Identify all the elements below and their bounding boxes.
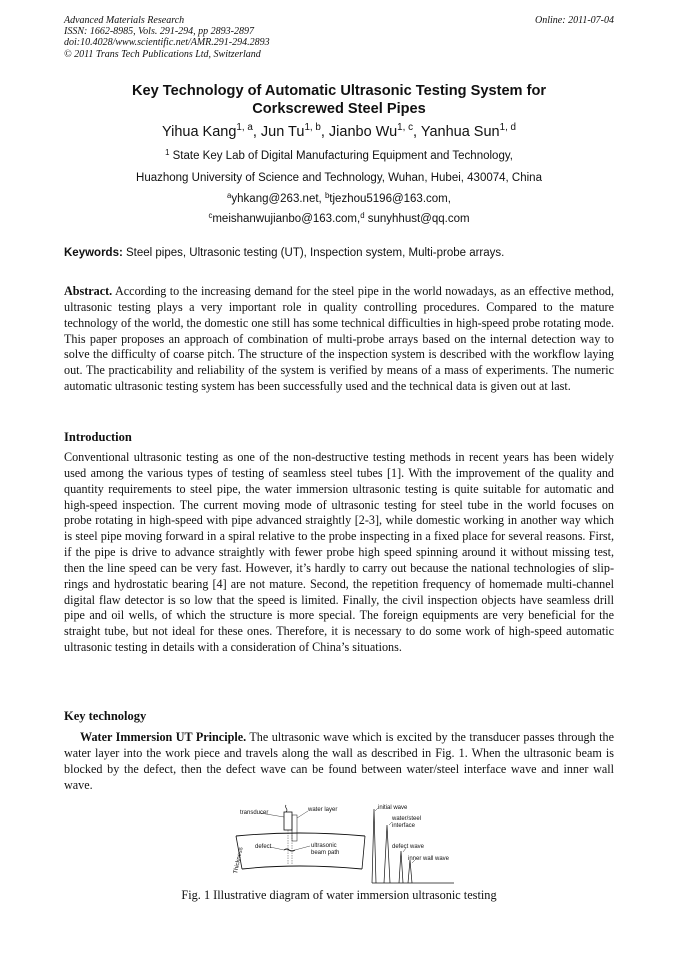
key-technology-heading: Key technology: [64, 709, 147, 723]
leader-water-layer: [297, 811, 308, 818]
author-name: Jun Tu: [260, 124, 305, 140]
author-sup: 1, a: [236, 122, 253, 133]
issn-line: ISSN: 1662-8985, Vols. 291-294, pp 2893-2897: [64, 26, 254, 38]
pipe-outer-wall: [236, 833, 365, 836]
introduction-paragraph: Conventional ultrasonic testing as one of the non-destructive testing methods in recent years has been widely used among the various types of testing of seamless steel tubes [1]. With the improvement of the quality and quantity requirements to steel pipe, the water immersion ultrasonic testing is quite suitable for automatic and high-speed inspection. The current moving mode of ultrasonic testing for steel tube in the world focuses on probe rotating in high-speed with pipe advanced straightly [2-3], while domestic working in another way which is steel pipe moving forward in a spiral relative to the probe inspecting in a fixed place for several reasons. First, if the pipe is drive to advance straightly with fewer probe high speed spinning around it without missing test, then the line speed can be very fast. However, it’s hardly to carry out because the national technologies of slip-rings and hydrostatic bearing [4] are not mature. Second, the repetition frequency of homemade multi-channel digital flaw detector is so low that the speed is limited. Finally, the civil inspection objects have seamless drill pipe and oil wells, of which the structure is more special. The foreign equipments are very beneficial for the straight tube, but not ideal for these ones. Therefore, it is necessary to do some work of high-speed automatic ultrasonic testing in details with a consideration of China’s situations.: [64, 450, 614, 655]
abstract-paragraph: [64, 284, 614, 395]
email-b: tjezhou5196@163.com,: [329, 193, 451, 205]
leader-defect: [270, 847, 284, 850]
label-defect: defect: [255, 844, 272, 850]
email-sup-b: b: [324, 191, 330, 200]
doi-line: doi:10.4028/www.scientific.net/AMR.291-294.2893: [64, 37, 270, 49]
label-interface: interface: [392, 823, 416, 829]
water-immersion-paragraph: [64, 730, 614, 793]
figure-1-diagram: [228, 803, 454, 885]
label-transducer: transducer: [240, 810, 269, 816]
water-immersion-text: The ultrasonic wave which is excited by the transducer passes through the water layer into the work piece and travels along the wall as described in Fig. 1. When the ultrasonic beam is blocked by the defect, then the defect wave can be found between water/steel interface wave and inner wall wave.: [64, 730, 615, 792]
water-layer-shape: [292, 815, 297, 841]
paper-title: [64, 82, 614, 118]
defect-wave-peak: [399, 851, 403, 883]
email-sup-c: c: [208, 211, 213, 220]
author-name: Jianbo Wu: [328, 124, 398, 140]
email-sup-a: a: [227, 191, 232, 200]
email-line-1: [64, 193, 614, 205]
transducer-shape: [284, 812, 292, 830]
online-date: Online: 2011-07-04: [535, 15, 614, 26]
figure-caption: Fig. 1 Illustrative diagram of water immersion ultrasonic testing: [181, 888, 497, 902]
title-line-1: Key Technology of Automatic Ultrasonic Testing System for: [131, 83, 547, 99]
email-a: yhkang@263.net,: [231, 193, 325, 205]
label-inner-wall-wave: inner wall wave: [408, 856, 450, 862]
copyright-line: © 2011 Trans Tech Publications Ltd, Switzerland: [64, 48, 261, 60]
label-water-layer: water layer: [308, 807, 338, 813]
label-initial-wave: initial wave: [378, 805, 408, 811]
leader-beam: [295, 846, 310, 850]
defect-mark: [284, 849, 295, 851]
affiliation-num: 1: [165, 148, 170, 157]
author-sup: 1, d: [499, 122, 517, 133]
title-line-2: Corkscrewed Steel Pipes: [252, 101, 426, 117]
pipe-wall-right: [362, 836, 365, 869]
email-sup-d: d: [360, 211, 365, 220]
affiliation-line-1: [64, 150, 614, 162]
label-water-steel: water/steel: [392, 816, 422, 822]
author-list: Yihua Kang$^{1, a}$, Jun Tu$^{1, b}$, Jianbo Wu$^{1, c}$, Yanhua Sun$^{1, d}$: [161, 122, 517, 140]
abstract-text: According to the increasing demand for the steel pipe in the world nowadays, as an effective method, ultrasonic testing plays a very important role in quality controlling procedures. Compared to the mature technology of the world, the domestic one still has some technical difficulties in high-speed probe rotating mode. This paper proposes an approach of combination of multi-probe arrays based on the internal detection way to solve the difficulty of coarse pitch. The structure of the inspection system is described with the workflow laying out. The practicability and reliability of the system is verified by means of a mass of experiments. The numeric automatic ultrasonic testing system has been successfully used and the technical data is given out at last.: [64, 284, 614, 394]
abstract-label: Abstract.: [64, 284, 113, 298]
author-name: Yanhua Sun: [420, 124, 500, 140]
email-line-2: [64, 213, 614, 225]
inner-wall-wave-peak: [408, 860, 412, 883]
author-name: Yihua Kang: [161, 124, 237, 140]
label-beam-path: beam path: [311, 850, 340, 856]
affiliation-text-1: State Key Lab of Digital Manufacturing Equipment and Technology,: [169, 150, 513, 162]
author-sup: 1, c: [397, 122, 414, 133]
label-thickness: Thickness: [233, 846, 245, 875]
label-ultrasonic: ultrasonic: [311, 843, 337, 849]
journal-name: Advanced Materials Research: [64, 15, 185, 26]
initial-wave-peak: [372, 809, 376, 883]
journal-header: [64, 15, 270, 60]
label-defect-wave: defect wave: [392, 844, 425, 850]
author-sup: 1, b: [304, 122, 321, 133]
transducer-cable: [286, 805, 287, 812]
keywords-label: Keywords:: [64, 247, 123, 259]
introduction-heading: Introduction: [64, 430, 132, 444]
pipe-inner-wall: [242, 866, 362, 869]
keywords-text: Steel pipes, Ultrasonic testing (UT), Inspection system, Multi-probe arrays.: [122, 247, 505, 259]
email-d: sunyhhust@qq.com: [364, 213, 470, 225]
affiliation-line-2: Huazhong University of Science and Technology, Wuhan, Hubei, 430074, China: [136, 172, 542, 184]
water-immersion-label: Water Immersion UT Principle.: [80, 730, 247, 744]
email-c: meishanwujianbo@163.com,: [212, 213, 361, 225]
interface-wave-peak: [384, 825, 390, 883]
keywords: [64, 247, 614, 259]
